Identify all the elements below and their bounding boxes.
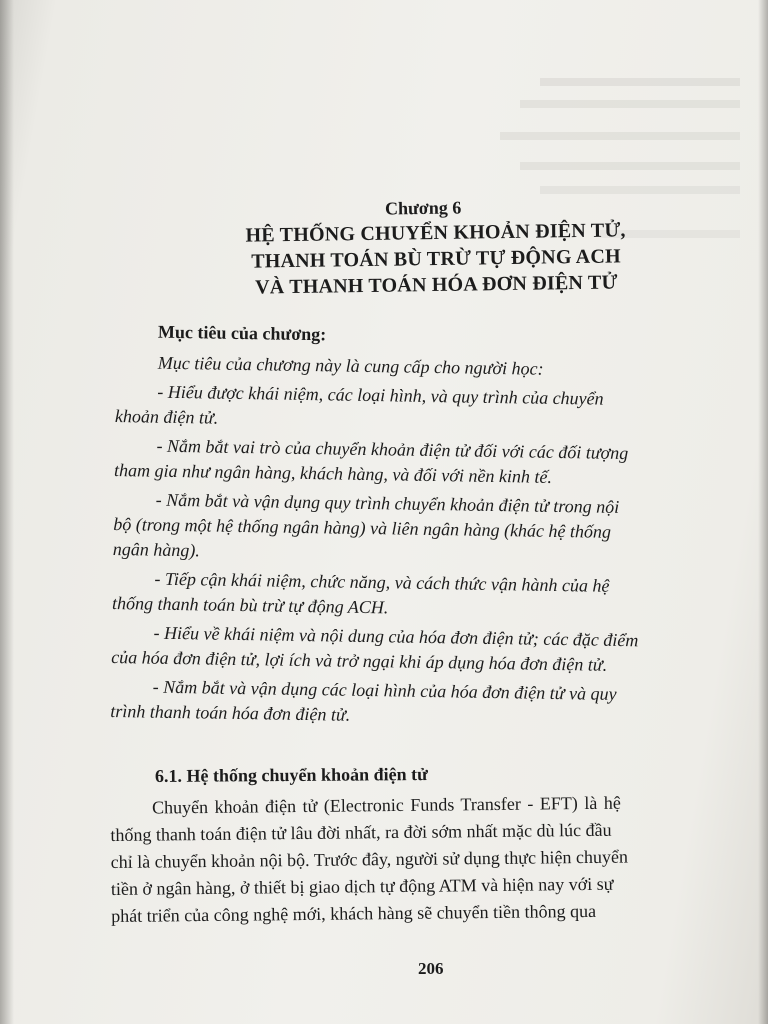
chapter-title-line: HỆ THỐNG CHUYỂN KHOẢN ĐIỆN TỬ, bbox=[245, 219, 626, 247]
objectives-line: - Nắm bắt vai trò của chuyển khoản điện tử đối với các đối tượng bbox=[156, 435, 629, 464]
body-line: phát triển của công nghệ mới, khách hàng sẽ chuyển tiền thông qua bbox=[111, 900, 597, 926]
page-number: 206 bbox=[418, 959, 444, 978]
body-line: chỉ là chuyển khoản nội bộ. Trước đây, người sử dụng thực hiện chuyển bbox=[110, 846, 629, 872]
body-line: Chuyển khoản điện tử (Electronic Funds Transfer - EFT) là hệ bbox=[151, 792, 621, 818]
objectives-line: trình thanh toán hóa đơn điện tử. bbox=[110, 700, 351, 725]
objectives-line: - Nắm bắt và vận dụng quy trình chuyển khoản điện tử trong nội bbox=[155, 489, 620, 517]
body-line: thống thanh toán điện tử lâu đời nhất, ra đời sớm nhất mặc dù lúc đầu bbox=[110, 819, 612, 845]
objectives-line: - Tiếp cận khái niệm, chức năng, và cách thức vận hành của hệ bbox=[154, 568, 610, 596]
objectives-line: thống thanh toán bù trừ tự động ACH. bbox=[111, 593, 389, 618]
objectives-line: tham gia như ngân hàng, khách hàng, và đối với nền kinh tế. bbox=[113, 460, 553, 487]
objectives-line: của hóa đơn điện tử, lợi ích và trở ngại khi áp dụng hóa đơn điện tử. bbox=[111, 646, 608, 675]
objectives-line: Mục tiêu của chương này là cung cấp cho người học: bbox=[157, 352, 544, 379]
chapter-title-line: VÀ THANH TOÁN HÓA ĐƠN ĐIỆN TỬ bbox=[254, 271, 618, 299]
chapter-title bbox=[195, 217, 676, 302]
objectives-line: - Hiểu về khái niệm và nội dung của hóa đơn điện tử; các đặc điểm bbox=[153, 622, 639, 651]
objectives-line: khoản điện tử. bbox=[114, 406, 219, 428]
objectives-line: ngân hàng). bbox=[112, 539, 201, 561]
objectives-heading: Mục tiêu của chương: bbox=[157, 321, 327, 345]
objectives-line: - Nắm bắt và vận dụng các loại hình của hóa đơn điện tử và quy bbox=[152, 676, 617, 704]
section-body bbox=[110, 791, 758, 926]
objectives-line: - Hiểu được khái niệm, các loại hình, và quy trình của chuyển bbox=[157, 381, 604, 409]
chapter-title-line: THANH TOÁN BÙ TRỪ TỰ ĐỘNG ACH bbox=[251, 245, 621, 273]
objectives-list bbox=[110, 352, 754, 725]
chapter-number: Chương 6 bbox=[384, 197, 462, 219]
page-gutter-shadow bbox=[0, 0, 14, 1024]
section-heading: 6.1. Hệ thống chuyển khoản điện tử bbox=[154, 764, 428, 786]
page-edge-shadow bbox=[758, 0, 768, 1024]
body-line: tiền ở ngân hàng, ở thiết bị giao dịch tự động ATM và hiện nay với sự bbox=[110, 873, 614, 899]
objectives-line: bộ (trong một hệ thống ngân hàng) và liên ngân hàng (khác hệ thống bbox=[113, 514, 612, 542]
